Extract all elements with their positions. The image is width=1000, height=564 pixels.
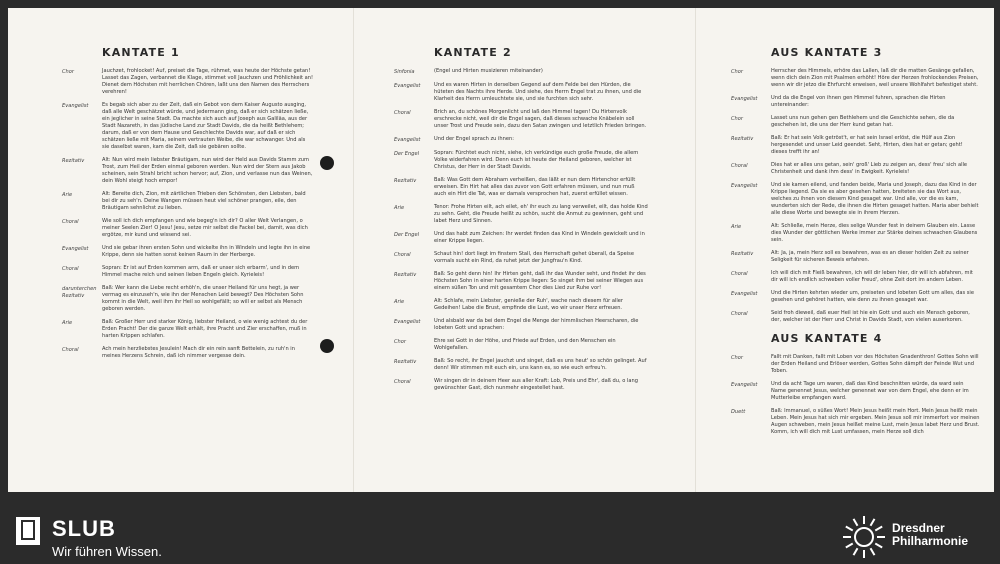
voice-label: Chor — [731, 116, 743, 122]
libretto-text: Baß: Er hat sein Volk getröst't, er hat sein Israel erlöst, die Hülf aus Zion hergesendet und unser Leid geendet. Seht, Hirten, dies hat er getan; geht! dieses trefft ihr an! — [771, 135, 963, 155]
libretto-text: Und sie gebar ihren ersten Sohn und wickelte ihn in Windeln und legte ihn in eine Krippe, denn sie hatten sonst keinen Raum in der Herberge. — [102, 245, 311, 258]
libretto-entry — [62, 191, 314, 212]
libretto-entry — [731, 290, 980, 304]
libretto-text: Baß: So recht, ihr Engel jauchzt und singet, daß es uns heut' so schön gelinget. Auf denn! Wir stimmen mit euch ein, uns kann es, so wie euch erfreu'n. — [434, 358, 647, 371]
voice-label: Choral — [731, 163, 748, 169]
voice-label: Choral — [62, 266, 79, 272]
punch-hole — [320, 156, 334, 170]
voice-label: Chor — [394, 339, 406, 345]
cantata-title: KANTATE 2 — [434, 46, 512, 59]
libretto-entry — [62, 68, 314, 96]
voice-label: Evangelist — [394, 83, 421, 89]
slub-tagline: Wir führen Wissen. — [52, 544, 162, 559]
libretto-text: Alt: Schlafe, mein Liebster, genieße der Ruh', wache nach diesem für aller Gedeihen! Labe die Brust, empfinde die Lust, wo wir unser Herz erfreuen. — [434, 298, 624, 311]
voice-label: Evangelist — [62, 246, 89, 252]
cantata-title: KANTATE 1 — [102, 46, 180, 59]
libretto-entry — [394, 271, 648, 292]
voice-label: Rezitativ — [62, 158, 85, 164]
libretto-text: (Engel und Hirten musizieren miteinander) — [434, 68, 543, 74]
voice-label: Evangelist — [394, 137, 421, 143]
voice-label: Rezitativ — [394, 178, 417, 184]
voice-label: Arie — [394, 299, 405, 305]
libretto-text: Wir singen dir in deinem Heer aus aller Kraft: Lob, Preis und Ehr', daß du, o lang gewünschter Gast, dich nunmehr eingestellet hast. — [434, 378, 638, 391]
libretto-text: Alt: Schließe, mein Herze, dies selige Wunder fest in deinem Glauben ein. Lasse dies Wunder der göttlichen Werke immer zur Stärke deines schwachen Glaubens sein. — [771, 223, 978, 243]
libretto-entry — [62, 285, 314, 313]
voice-label: Arie — [62, 192, 73, 198]
voice-label: Rezitativ — [731, 136, 754, 142]
slub-name: SLUB — [52, 516, 116, 541]
philharmonie-name: Dresdner Philharmonie — [892, 521, 969, 548]
libretto-text: Dies hat er alles uns getan, sein' groß' Lieb zu zeigen an, dess' freu' sich alle Christenheit und dank ihm dess' in Ewigkeit. Kyrieleis! — [771, 162, 968, 175]
libretto-entry — [62, 346, 314, 360]
libretto-text: Tenor: Frohe Hirten eilt, ach eilet, eh' ihr euch zu lang verweilet, eilt, das holde Kind zu sehn. Geht, die Freude heißt zu schön, sucht die Anmut zu gewinnen, geht und labet Herz und Sinnen. — [434, 204, 648, 224]
libretto-text: Alt: Ja, ja, mein Herz soll es bewahren, was es an dieser holden Zeit zu seiner Seligkeit für sicheren Beweis erfahren. — [771, 250, 969, 263]
voice-label: Chor — [62, 69, 74, 75]
libretto-text: Lasset uns nun gehen gen Bethlehem und die Geschichte sehen, die da geschehen ist, die uns der Herr kund getan hat. — [771, 115, 955, 128]
voice-label: Evangelist — [62, 103, 89, 109]
libretto-entry — [394, 231, 648, 245]
voice-label: Chor — [731, 69, 743, 75]
libretto-entry — [731, 135, 980, 156]
libretto-text: Und sie kamen eilend, und fanden beide, Maria und Joseph, dazu das Kind in der Krippe liegend. Da sie es aber gesehen hatten, breiteten sie das Wort aus, welches zu ihnen von diesem Kind gesaget war. Und alle, vor die es kam, wunderten sich der Rede, die ihnen die Hirten gesaget hatten. Maria aber behielt alle diese Worte und bewegte sie in ihrem Herzen. — [771, 182, 979, 216]
voice-label: Choral — [394, 379, 411, 385]
libretto-text: Ach mein herzliebstes Jesulein! Mach dir ein rein sanft Bettelein, zu ruh'n in meines Herzens Schrein, daß ich nimmer vergesse dein. — [102, 346, 295, 359]
libretto-entry — [62, 245, 314, 259]
libretto-text: Ehre sei Gott in der Höhe, und Friede auf Erden, und den Menschen ein Wohlgefallen. — [434, 338, 616, 351]
libretto-text: Und es waren Hirten in derselben Gegend auf dem Felde bei den Hürden, die hüteten des Nachts ihre Herde. Und siehe, des Herrn Engel trat zu ihnen, und die Klarheit des Herrn umleuchtete sie, und sie furchten sich sehr. — [434, 82, 642, 102]
libretto-text: Alt: Bereite dich, Zion, mit zärtlichen Trieben den Schönsten, den Liebsten, bald bei dir zu seh'n. Deine Wangen müssen heut viel schöner prangen, eile, den Bräutigam sehnlichst zu lieben. — [102, 191, 306, 211]
libretto-entry — [62, 102, 314, 151]
libretto-text: Seid froh dieweil, daß euer Heil ist hie ein Gott und auch ein Mensch geboren, der, welcher ist der Herr und Christ in Davids Stadt, von vielen auserkoren. — [771, 310, 970, 323]
voice-label: Choral — [62, 347, 79, 353]
libretto-text: Und der Engel sprach zu ihnen: — [434, 136, 514, 142]
libretto-entry — [62, 265, 314, 279]
voice-label: Sinfonia — [394, 69, 415, 75]
voice-label: Arie — [394, 205, 405, 211]
voice-label: Rezitativ — [394, 359, 417, 365]
voice-label: Choral — [394, 110, 411, 116]
fold-line — [695, 8, 696, 492]
libretto-text: Sopran: Er ist auf Erden kommen arm, daß er unser sich erbarm', und in dem Himmel mache reich und seinen lieben Engeln gleich. Kyrieleis! — [102, 265, 300, 278]
libretto-entry — [62, 157, 314, 185]
libretto-entry — [394, 136, 648, 144]
libretto-text: Und die Hirten kehrten wieder um, preiseten und lobeten Gott um alles, das sie gesehen und gehöret hatten, wie denn zu ihnen gesaget war. — [771, 290, 974, 303]
voice-label: Rezitativ — [394, 272, 417, 278]
voice-label: Der Engel — [394, 232, 419, 238]
voice-label: Evangelist — [731, 382, 758, 388]
libretto-entry — [394, 338, 648, 352]
voice-label: Evangelist — [731, 96, 758, 102]
voice-label: Choral — [394, 252, 411, 258]
libretto-entry — [394, 82, 648, 103]
cantata-title: AUS KANTATE 3 — [771, 46, 883, 59]
libretto-entry — [731, 115, 980, 129]
libretto-entry — [731, 270, 980, 284]
libretto-text: Fallt mit Danken, fallt mit Loben vor des Höchsten Gnadenthron! Gottes Sohn will der Erden Heiland und Erlöser werden, Gottes Sohn dämpft der Feinde Wut und Toben. — [771, 354, 979, 374]
libretto-entry — [394, 251, 648, 265]
libretto-entry — [394, 150, 648, 171]
voice-label: Evangelist — [731, 291, 758, 297]
punch-hole — [320, 339, 334, 353]
libretto-entry — [731, 95, 980, 109]
libretto-entry — [731, 408, 980, 436]
libretto-entry — [394, 109, 648, 130]
voice-label: Duett — [731, 409, 746, 415]
libretto-entry — [731, 381, 980, 402]
libretto-text: Sopran: Fürchtet euch nicht, siehe, ich verkündige euch große Freude, die allem Volke widerfahren wird. Denn euch ist heute der Heiland geboren, welcher ist Christus, der Herr in der Stadt Davids. — [434, 150, 639, 170]
libretto-text: Wie soll ich dich empfangen und wie begeg'n ich dir? O aller Welt Verlangen, o meiner Seelen Zier! O Jesu! Jesu, setze mir selbst die Fackel bei, damit, was dich ergötze, mir kund und wissend sei. — [102, 218, 308, 238]
cantata-title: AUS KANTATE 4 — [771, 332, 883, 345]
libretto-text: Und da die Engel von ihnen gen Himmel fuhren, sprachen die Hirten untereinander: — [771, 95, 946, 108]
libretto-text: Baß: Wer kann die Liebe recht erhöh'n, die unser Heiland für uns hegt, ja wer vermag es einzuseh'n, wie ihn der Menschen Leid bewegt? Des Höchsten Sohn kommt in die Welt, weil ihm ihr Heil so wohlgefällt; so will er selbst als Mensch geboren werden. — [102, 285, 304, 312]
voice-label: Rezitativ — [731, 251, 754, 257]
libretto-text: Und das habt zum Zeichen: Ihr werdet finden das Kind in Windeln gewickelt und in einer Krippe liegen. — [434, 231, 645, 244]
libretto-text: Baß: Was Gott dem Abraham verheißen, das läßt er nun dem Hirtenchor erfüllt erweisen. Ein Hirt hat alles das zuvor von Gott erfahren müssen, und nun muß auch ein Hirt die Tat, was er damals versprochen hat, zuerst erfüllet wissen. — [434, 177, 636, 197]
libretto-entry — [731, 250, 980, 264]
libretto-entry — [731, 223, 980, 244]
kantate-2-panel — [394, 46, 648, 398]
fold-line — [353, 8, 354, 492]
libretto-text: Und alsbald war da bei dem Engel die Menge der himmlischen Heerscharen, die lobeten Gott und sprachen: — [434, 318, 639, 331]
voice-label: Arie — [62, 320, 73, 326]
kantate-3-4-panel — [731, 46, 980, 442]
libretto-entry — [731, 354, 980, 375]
libretto-text: Schaut hin! dort liegt im finstern Stall, des Herrschaft gehet überall, da Speise vormals sucht ein Rind, da ruhet jetzt der Jungfrau'n Kind. — [434, 251, 634, 264]
libretto-text: Baß: Immanuel, o süßes Wort! Mein Jesus heißt mein Hort. Mein Jesus heißt mein Leben. Mein Jesus hat sich mir ergeben. Mein Jesus soll mir immerfort vor meinen Augen schweben, mein Jesus heißet meine Lust, mein Jesus labet Herz und Brust. Komm, ich will dich mit Lust umfassen, mein Herze soll dich — [771, 408, 980, 435]
libretto-entry — [731, 182, 980, 217]
libretto-text: Baß: So geht denn hin! Ihr Hirten geht, daß ihr das Wunder seht, und findet ihr des Höchsten Sohn in einer harten Krippe liegen: So singet ihm bei seiner Wiegen aus einem süßen Ton und mit gesamtem Chor dies Lied zur Ruhe vor! — [434, 271, 646, 291]
libretto-text: Baß: Großer Herr und starker König, liebster Heiland, o wie wenig achtest du der Erden Pracht! Der die ganze Welt erhält, ihre Pracht und Zier erschaffen, muß in harten Krippen schlafen. — [102, 319, 308, 339]
voice-label: Der Engel — [394, 151, 419, 157]
voice-label: Choral — [731, 311, 748, 317]
libretto-entry — [731, 310, 980, 324]
libretto-entry — [731, 68, 980, 89]
voice-label: Evangelist — [394, 319, 421, 325]
voice-label: Choral — [62, 219, 79, 225]
libretto-entry — [62, 319, 314, 340]
kantate-1-panel — [62, 46, 314, 366]
libretto-entry — [62, 218, 314, 239]
libretto-text: Es begab sich aber zu der Zeit, daß ein Gebot von dem Kaiser Augusto ausging, daß alle Welt geschätzet würde, und jedermann ging, daß er sich schätzen ließe, ein jeglicher in seine Stadt. Da machte sich auch auf Joseph aus Galiläa, aus der Stadt Nazareth, in das jüdische Land zur Stadt Davids, die da heißt Bethlehem; darum, daß er von dem Hause und Geschlechte Davids war, auf daß er sich schätzen ließe mit Maria, seinem vertrauten Weibe, die war schwanger. Und als sie daselbst waren, kam die Zeit, daß sie gebären sollte. — [102, 102, 309, 150]
libretto-text: Und da acht Tage um waren, daß das Kind beschnitten würde, da ward sein Name genennet Jesus, welcher genennet war von dem Engel, ehe denn er im Mutterleibe empfangen ward. — [771, 381, 969, 401]
libretto-text: Alt: Nun wird mein liebster Bräutigam, nun wird der Held aus Davids Stamm zum Trost, zum Heil der Erden einmal geboren werden. Nun wird der Stern aus Jakob scheinen, sein Strahl bricht schon hervor; auf, Zion, und verlasse nun das Weinen, dein Wohl steigt hoch empor! — [102, 157, 313, 184]
libretto-entry — [394, 378, 648, 392]
voice-label: Choral — [731, 271, 748, 277]
libretto-entry — [394, 358, 648, 372]
libretto-text: Ich will dich mit Fleiß bewahren, ich will dir leben hier, dir will ich abfahren, mit dir will ich endlich schweben voller Freud', ohne Zeit dort im andern Leben. — [771, 270, 973, 283]
libretto-text: Jauchzet, frohlocket! Auf, preiset die Tage, rühmet, was heute der Höchste getan! Lasset das Zagen, verbannet die Klage, stimmet voll Jauchzen und Fröhlichkeit an! Dienet dem Höchsten mit herrlichen Chören, laßt uns den Namen des Herrschers verehren! — [102, 68, 314, 95]
voice-label: Evangelist — [731, 183, 758, 189]
libretto-entry — [394, 318, 648, 332]
voice-label: Chor — [731, 355, 743, 361]
libretto-entry — [394, 298, 648, 312]
philharmonie-logo-icon — [842, 515, 886, 559]
libretto-text: Brich an, du schönes Morgenlicht und laß den Himmel tagen! Du Hirtenvolk erschrecke nicht, weil dir die Engel sagen, daß dieses schwache Knäbelein soll unser Trost und Freude sein, dazu den Satan zwingen und letztlich Frieden bringen. — [434, 109, 647, 129]
libretto-entry — [394, 204, 648, 225]
libretto-entry — [394, 68, 648, 76]
libretto-entry — [731, 162, 980, 176]
voice-label: Arie — [731, 224, 742, 230]
libretto-entry — [394, 177, 648, 198]
libretto-text: Herrscher des Himmels, erhöre das Lallen, laß dir die matten Gesänge gefallen, wenn dich dein Zion mit Psalmen erhöht! Höre der Herzen frohlockendes Preisen, wenn wir dir jetzo die Ehrfurcht erweisen, weil unsere Wohlfahrt befestiget steht. — [771, 68, 979, 88]
slub-logo-icon — [14, 515, 42, 547]
voice-label: darunterchen Rezitativ — [62, 286, 97, 299]
